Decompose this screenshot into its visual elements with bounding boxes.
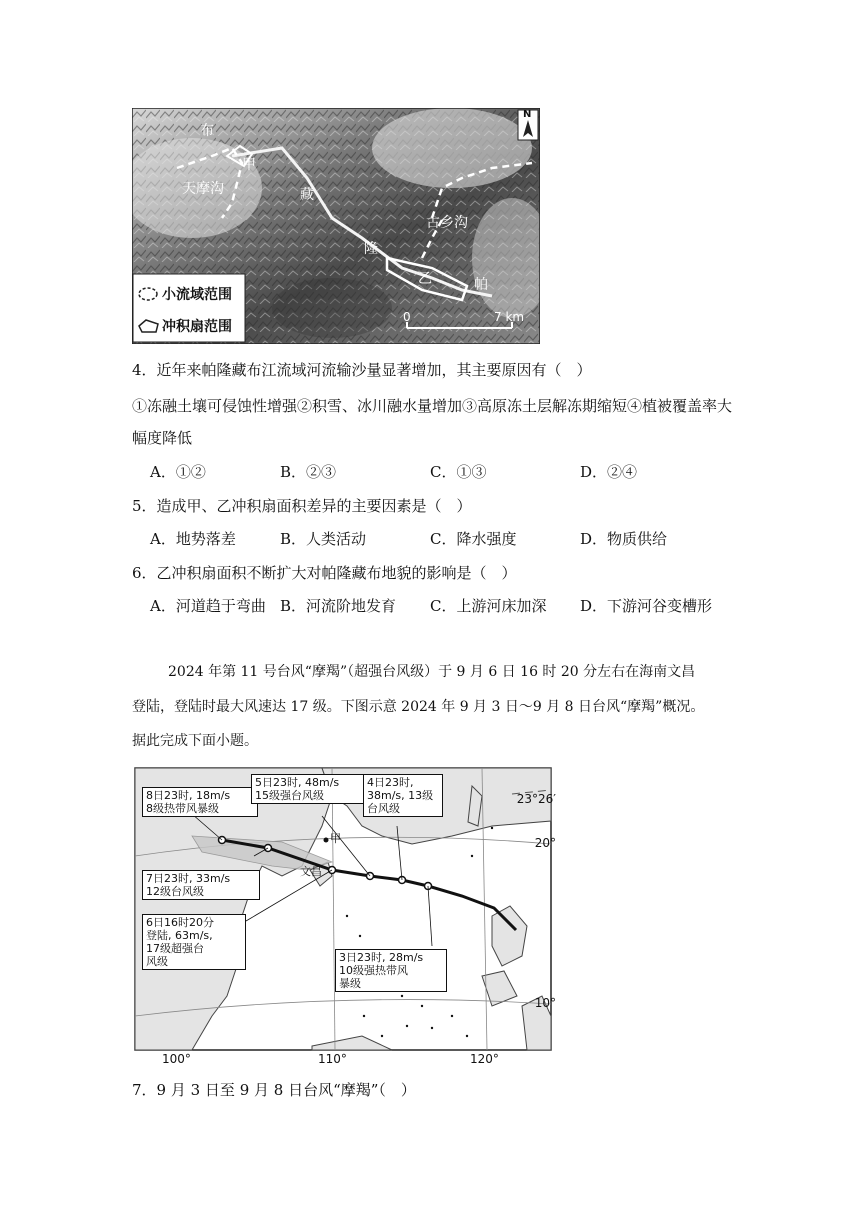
q4-stem: 4．近年来帕隆藏布江流域河流输沙量显著增加，其主要原因有（ ） (132, 361, 592, 379)
box-d3-line2: 10级强热带风 (339, 964, 408, 977)
box-d5-line1: 5日23时, 48m/s (255, 776, 340, 789)
box-d6-line4: 风级 (146, 955, 168, 968)
box-d6-line1: 6日16时20分 (146, 916, 214, 929)
lat-label-tropic: 23°26′ (516, 792, 556, 806)
q5-option-b[interactable]: B．人类活动 (280, 530, 367, 548)
label-tianmogou: 天摩沟 (182, 181, 224, 197)
box-d8-line2: 8级热带风暴级 (146, 802, 219, 815)
q6-option-d[interactable]: D．下游河谷变槽形 (580, 597, 713, 615)
box-d4-line1: 4日23时, (367, 776, 414, 789)
q5-option-c[interactable]: C．降水强度 (430, 530, 517, 548)
legend-fan-label: 冲积扇范围 (162, 319, 232, 335)
q4-statements-line1: ①冻融土壤可侵蚀性增强②积雪、冰川融水量增加③高原冻土层解冻期缩短④植被覆盖率大 (132, 397, 733, 415)
box-d8 (142, 787, 258, 817)
passage-line1: 2024 年第 11 号台风“摩羯”（超强台风级）于 9 月 6 日 16 时 20 分左右在海南文昌 (168, 664, 696, 680)
box-d3-line3: 暴级 (339, 977, 361, 990)
q6-stem: 6．乙冲积扇面积不断扩大对帕隆藏布地貌的影响是（ ） (132, 564, 517, 582)
place-wenchang: 文昌 (300, 865, 322, 878)
north-label: N (523, 109, 532, 120)
label-guxianggou: 古乡沟 (426, 215, 468, 231)
label-jia: 甲 (242, 157, 256, 173)
lon-label-120: 120° (470, 1052, 499, 1066)
lon-label-110: 110° (318, 1052, 347, 1066)
box-d8-line1: 8日23时, 18m/s (146, 789, 231, 802)
lat-label-20: 20° (534, 836, 556, 850)
label-yi: 乙 (418, 271, 432, 287)
box-d6-line3: 17级超强台 (146, 942, 204, 955)
q5-stem: 5．造成甲、乙冲积扇面积差异的主要因素是（ ） (132, 497, 472, 515)
box-d4 (363, 774, 443, 817)
place-jia: 甲 (330, 832, 341, 845)
box-d3-line1: 3日23时, 28m/s (339, 951, 424, 964)
box-d4-line2: 38m/s, 13级 (367, 789, 434, 802)
box-d7-line2: 12级台风级 (146, 885, 204, 898)
q4-option-d[interactable]: D．②④ (580, 463, 638, 481)
legend-basin-label: 小流域范围 (162, 287, 232, 303)
q4-statements-line2: 幅度降低 (132, 429, 193, 447)
lon-label-100: 100° (162, 1052, 191, 1066)
box-d7 (142, 870, 260, 900)
label-long: 隆 (364, 241, 378, 257)
label-bu: 布 (200, 123, 214, 139)
place-jia-dot (324, 838, 329, 843)
q6-option-b[interactable]: B．河流阶地发育 (280, 597, 397, 615)
q7-stem: 7．9 月 3 日至 9 月 8 日台风“摩羯”（ ） (132, 1081, 416, 1099)
passage-line3: 据此完成下面小题。 (132, 733, 258, 749)
box-d5 (251, 774, 364, 804)
map1-svg (132, 108, 540, 344)
label-pa: 帕 (474, 277, 488, 293)
q4-option-b[interactable]: B．②③ (280, 463, 337, 481)
q4-option-a[interactable]: A．①② (150, 463, 206, 481)
q5-option-d[interactable]: D．物质供给 (580, 530, 668, 548)
box-d7-line1: 7日23时, 33m/s (146, 872, 231, 885)
box-d6-line2: 登陆, 63m/s, (146, 929, 213, 942)
passage-line2: 登陆，登陆时最大风速达 17 级。下图示意 2024 年 9 月 3 日～9 月 8 日台风“摩羯”概况。 (132, 699, 705, 715)
box-d3 (335, 949, 447, 992)
q6-option-a[interactable]: A．河道趋于弯曲 (150, 597, 266, 615)
box-d4-line3: 台风级 (367, 802, 400, 815)
box-d6 (142, 914, 246, 970)
q6-option-c[interactable]: C．上游河床加深 (430, 597, 547, 615)
scale-max: 7 km (494, 310, 525, 324)
q4-option-c[interactable]: C．①③ (430, 463, 487, 481)
lat-label-10: 10° (534, 996, 556, 1010)
map2-figure (132, 766, 556, 1070)
box-d5-line2: 15级强台风级 (255, 789, 324, 802)
scale-zero: 0 (403, 310, 411, 324)
label-zang: 藏 (300, 187, 314, 203)
map1-figure (132, 108, 540, 344)
q5-option-a[interactable]: A．地势落差 (150, 530, 236, 548)
